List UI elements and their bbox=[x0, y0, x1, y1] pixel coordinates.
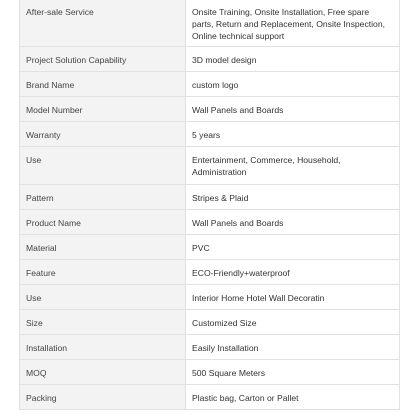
spec-key: Feature bbox=[20, 260, 186, 285]
spec-key: Use bbox=[20, 147, 186, 185]
spec-key: Project Solution Capability bbox=[20, 47, 186, 72]
spec-row-material bbox=[20, 235, 400, 260]
spec-key: Use bbox=[20, 285, 186, 310]
spec-key: Model Number bbox=[20, 97, 186, 122]
spec-row-use bbox=[20, 147, 400, 185]
spec-value: 500 Square Meters bbox=[186, 360, 400, 385]
spec-value: Plastic bag, Carton or Pallet bbox=[186, 385, 400, 410]
spec-row-model-number bbox=[20, 97, 400, 122]
spec-key: Pattern bbox=[20, 185, 186, 210]
spec-row-feature bbox=[20, 260, 400, 285]
spec-value: custom logo bbox=[186, 72, 400, 97]
spec-value: ECO-Friendly+waterproof bbox=[186, 260, 400, 285]
spec-row-pattern bbox=[20, 185, 400, 210]
spec-value: Easily Installation bbox=[186, 335, 400, 360]
product-spec-table bbox=[19, 0, 400, 410]
spec-key: After-sale Service bbox=[20, 0, 186, 47]
spec-value: Customized Size bbox=[186, 310, 400, 335]
spec-value: Wall Panels and Boards bbox=[186, 97, 400, 122]
spec-row-moq bbox=[20, 360, 400, 385]
spec-key: Brand Name bbox=[20, 72, 186, 97]
spec-value: PVC bbox=[186, 235, 400, 260]
spec-key: Packing bbox=[20, 385, 186, 410]
spec-key: Warranty bbox=[20, 122, 186, 147]
spec-value: Onsite Training, Onsite Installation, Free spare parts, Return and Replacement, Onsite Inspection, Online technical support bbox=[186, 0, 400, 47]
spec-value: Entertainment, Commerce, Household, Administration bbox=[186, 147, 400, 185]
spec-row-packing bbox=[20, 385, 400, 410]
spec-row-after-sale-service bbox=[20, 0, 400, 47]
spec-row-use-interior bbox=[20, 285, 400, 310]
spec-value: Interior Home Hotel Wall Decoratin bbox=[186, 285, 400, 310]
spec-row-installation bbox=[20, 335, 400, 360]
spec-value: 3D model design bbox=[186, 47, 400, 72]
spec-row-product-name bbox=[20, 210, 400, 235]
spec-value: 5 years bbox=[186, 122, 400, 147]
spec-row-warranty bbox=[20, 122, 400, 147]
spec-row-size bbox=[20, 310, 400, 335]
spec-key: Material bbox=[20, 235, 186, 260]
spec-value: Wall Panels and Boards bbox=[186, 210, 400, 235]
spec-row-project-solution-capability bbox=[20, 47, 400, 72]
spec-key: Product Name bbox=[20, 210, 186, 235]
spec-row-brand-name bbox=[20, 72, 400, 97]
spec-key: Installation bbox=[20, 335, 186, 360]
spec-value: Stripes & Plaid bbox=[186, 185, 400, 210]
spec-key: MOQ bbox=[20, 360, 186, 385]
spec-key: Size bbox=[20, 310, 186, 335]
